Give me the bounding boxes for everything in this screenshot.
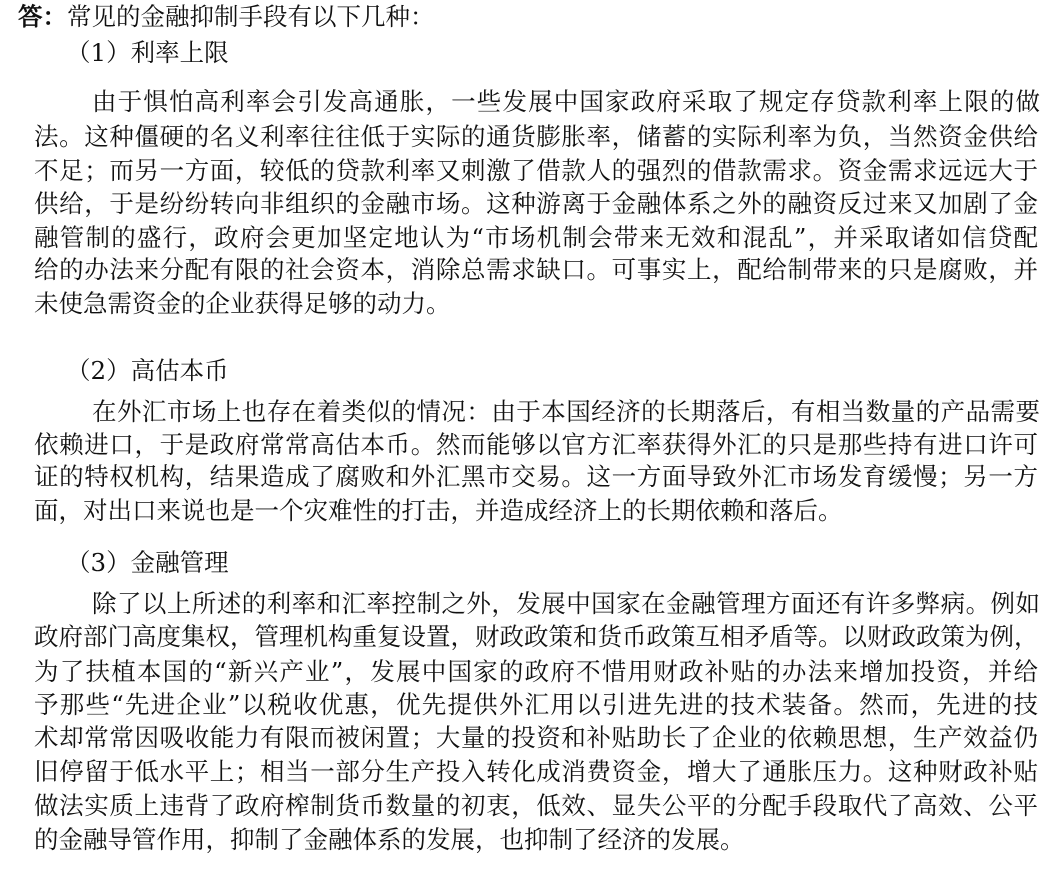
- paragraph-line: 依赖进口，于是政府常常高估本币。然而能够以官方汇率获得外汇的只是那些持有进口许可: [34, 430, 1038, 459]
- paragraph-line: 法。这种僵硬的名义利率往往低于实际的通货膨胀率，储蓄的实际利率为负，当然资金供给: [34, 122, 1038, 151]
- answer-intro: 常见的金融抑制手段有以下几种：: [67, 2, 435, 31]
- paragraph-line: 为了扶植本国的“新兴产业”，发展中国家的政府不惜用财政补贴的办法来增加投资，并给: [34, 657, 1038, 686]
- paragraph-line: 在外汇市场上也存在着类似的情况：由于本国经济的长期落后，有相当数量的产品需要: [92, 397, 1040, 426]
- paragraph-line: 予那些“先进企业”以税收优惠，优先提供外汇用以引进先进的技术装备。然而，先进的技: [34, 690, 1038, 719]
- paragraph-line: 供给，于是纷纷转向非组织的金融市场。这种游离于金融体系之外的融资反过来又加剧了金: [34, 189, 1038, 218]
- paragraph-line: 旧停留于低水平上；相当一部分生产投入转化成消费资金，增大了通胀压力。这种财政补贴: [34, 757, 1038, 786]
- paragraph-line: 未使急需资金的企业获得足够的动力。: [34, 289, 451, 318]
- answer-label: 答：: [18, 2, 67, 31]
- paragraph-line: 除了以上所述的利率和汇率控制之外，发展中国家在金融管理方面还有许多弊病。例如: [92, 589, 1040, 618]
- section-heading-interest-rate-cap: （1）利率上限: [66, 38, 229, 67]
- answer-line: [0, 0, 1040, 34]
- paragraph-line: 面，对出口来说也是一个灾难性的打击，并造成经济上的长期依赖和落后。: [34, 496, 843, 525]
- paragraph-line: 由于惧怕高利率会引发高通胀，一些发展中国家政府采取了规定存贷款利率上限的做: [92, 87, 1040, 116]
- paragraph-line: 政府部门高度集权，管理机构重复设置，财政政策和货币政策互相矛盾等。以财政政策为例，: [34, 622, 1039, 651]
- paragraph-line: 不足；而另一方面，较低的贷款利率又刺激了借款人的强烈的借款需求。资金需求远远大于: [34, 156, 1038, 185]
- paragraph-line: 融管制的盛行，政府会更加坚定地认为“市场机制会带来无效和混乱”，并采取诸如信贷配: [34, 223, 1038, 252]
- section-heading-financial-management: （3）金融管理: [66, 548, 229, 577]
- section-heading-overvalued-currency: （2）高估本币: [66, 356, 229, 385]
- paragraph-line: 的金融导管作用，抑制了金融体系的发展，也抑制了经济的发展。: [34, 825, 745, 854]
- paragraph-line: 给的办法来分配有限的社会资本，消除总需求缺口。可事实上，配给制带来的只是腐败，并: [34, 255, 1038, 284]
- paragraph-line: 证的特权机构，结果造成了腐败和外汇黑市交易。这一方面导致外汇市场发育缓慢；另一方: [34, 462, 1038, 491]
- paragraph-line: 做法实质上违背了政府榨制货币数量的初衷，低效、显失公平的分配手段取代了高效、公平: [34, 791, 1038, 820]
- paragraph-line: 术却常常因吸收能力有限而被闲置；大量的投资和补贴助长了企业的依赖思想，生产效益仍: [34, 723, 1038, 752]
